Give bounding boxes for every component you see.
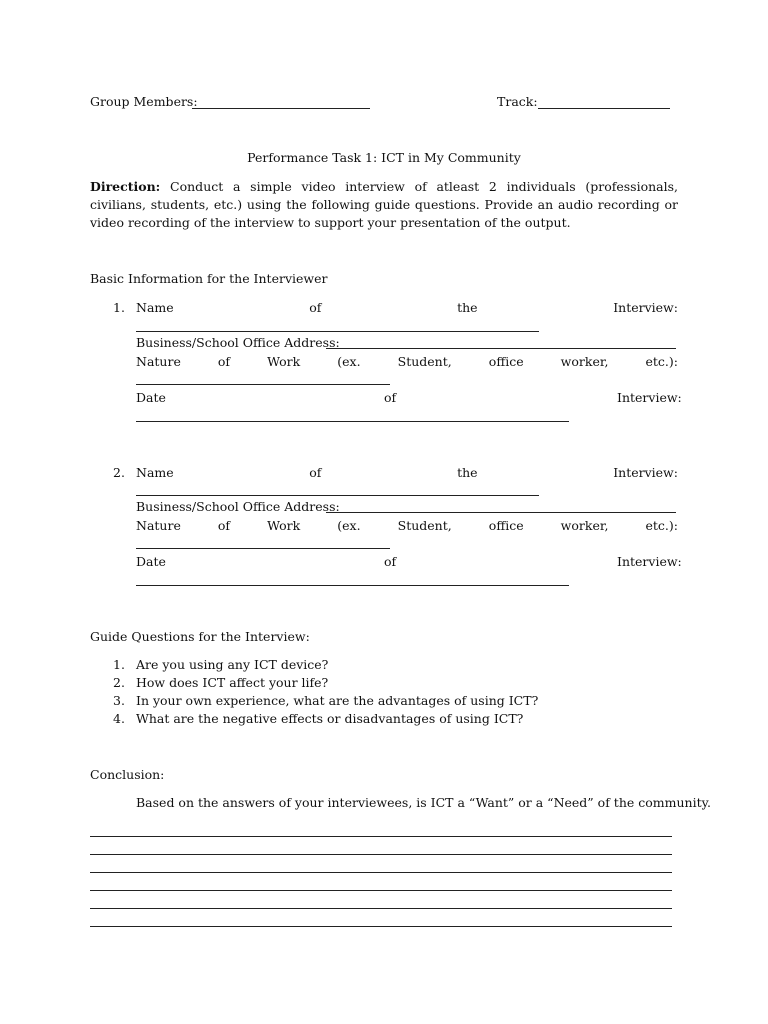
entry-1-date-word: Date bbox=[136, 390, 166, 405]
basic-info-heading: Basic Information for the Interviewer bbox=[90, 271, 328, 286]
entry-1-date-word: Interview: bbox=[617, 390, 682, 405]
track-label: Track: bbox=[497, 94, 538, 109]
group-members-label: Group Members: bbox=[90, 94, 198, 109]
question-text: What are the negative effects or disadvantages of using ICT? bbox=[136, 711, 524, 726]
page-title: Performance Task 1: ICT in My Community bbox=[247, 150, 521, 165]
entry-1-number: 1. bbox=[113, 300, 125, 315]
entry-1-nature-row bbox=[136, 354, 678, 369]
entry-2-address-label: Business/School Office Address: bbox=[136, 499, 340, 514]
nature-word: of bbox=[217, 518, 231, 533]
nature-word: Work bbox=[267, 354, 301, 369]
nature-word: worker, bbox=[560, 354, 609, 369]
name-word: Interview: bbox=[613, 300, 678, 315]
group-members-blank[interactable] bbox=[192, 108, 370, 109]
answer-line[interactable] bbox=[90, 890, 672, 891]
entry-2-name-row bbox=[136, 465, 678, 480]
nature-word: (ex. bbox=[337, 518, 361, 533]
entry-2-date-word: Interview: bbox=[617, 554, 682, 569]
conclusion-heading: Conclusion: bbox=[90, 767, 165, 782]
question-number: 2. bbox=[113, 675, 125, 690]
entry-2-date-word: of bbox=[384, 554, 397, 569]
entry-2-nature-row bbox=[136, 518, 678, 533]
nature-word: Work bbox=[267, 518, 301, 533]
nature-word: etc.): bbox=[645, 354, 678, 369]
name-word: of bbox=[309, 300, 322, 315]
question-number: 1. bbox=[113, 657, 125, 672]
conclusion-prompt: Based on the answers of your interviewees, is ICT a “Want” or a “Need” of the community. bbox=[136, 795, 711, 810]
entry-2-date-blank[interactable] bbox=[136, 585, 569, 586]
entry-1-address-label: Business/School Office Address: bbox=[136, 335, 340, 350]
answer-line[interactable] bbox=[90, 872, 672, 873]
answer-line[interactable] bbox=[90, 926, 672, 927]
nature-word: etc.): bbox=[645, 518, 678, 533]
entry-1-nature-blank[interactable] bbox=[136, 384, 390, 385]
track-blank[interactable] bbox=[538, 108, 670, 109]
entry-2-address-blank[interactable] bbox=[326, 512, 676, 513]
direction-label: Direction: bbox=[90, 179, 161, 194]
entry-1-date-blank[interactable] bbox=[136, 421, 569, 422]
answer-line[interactable] bbox=[90, 854, 672, 855]
nature-word: (ex. bbox=[337, 354, 361, 369]
entry-2-name-blank[interactable] bbox=[136, 495, 539, 496]
nature-word: Nature bbox=[136, 518, 181, 533]
direction-paragraph bbox=[90, 178, 678, 232]
entry-2-number: 2. bbox=[113, 465, 125, 480]
question-number: 3. bbox=[113, 693, 125, 708]
name-word: Name bbox=[136, 300, 174, 315]
answer-line[interactable] bbox=[90, 908, 672, 909]
nature-word: of bbox=[217, 354, 231, 369]
nature-word: Nature bbox=[136, 354, 181, 369]
question-text: Are you using any ICT device? bbox=[136, 657, 329, 672]
entry-2-nature-blank[interactable] bbox=[136, 548, 390, 549]
name-word: of bbox=[309, 465, 322, 480]
direction-text: Conduct a simple video interview of atleast 2 individuals (professionals, civilians, students, etc.) using the following guide questions. Provide an audio recording or video recording of the interview to support your presentation of the output. bbox=[90, 179, 678, 230]
nature-word: office bbox=[488, 518, 524, 533]
nature-word: office bbox=[488, 354, 524, 369]
nature-word: Student, bbox=[397, 518, 452, 533]
nature-word: Student, bbox=[397, 354, 452, 369]
guide-heading: Guide Questions for the Interview: bbox=[90, 629, 310, 644]
question-text: How does ICT affect your life? bbox=[136, 675, 329, 690]
entry-1-name-blank[interactable] bbox=[136, 331, 539, 332]
entry-1-date-word: of bbox=[384, 390, 397, 405]
name-word: the bbox=[457, 465, 478, 480]
nature-word: worker, bbox=[560, 518, 609, 533]
name-word: Interview: bbox=[613, 465, 678, 480]
name-word: Name bbox=[136, 465, 174, 480]
question-number: 4. bbox=[113, 711, 125, 726]
answer-line[interactable] bbox=[90, 836, 672, 837]
entry-2-date-word: Date bbox=[136, 554, 166, 569]
entry-1-address-blank[interactable] bbox=[326, 348, 676, 349]
entry-1-name-row bbox=[136, 300, 678, 315]
name-word: the bbox=[457, 300, 478, 315]
question-text: In your own experience, what are the advantages of using ICT? bbox=[136, 693, 539, 708]
